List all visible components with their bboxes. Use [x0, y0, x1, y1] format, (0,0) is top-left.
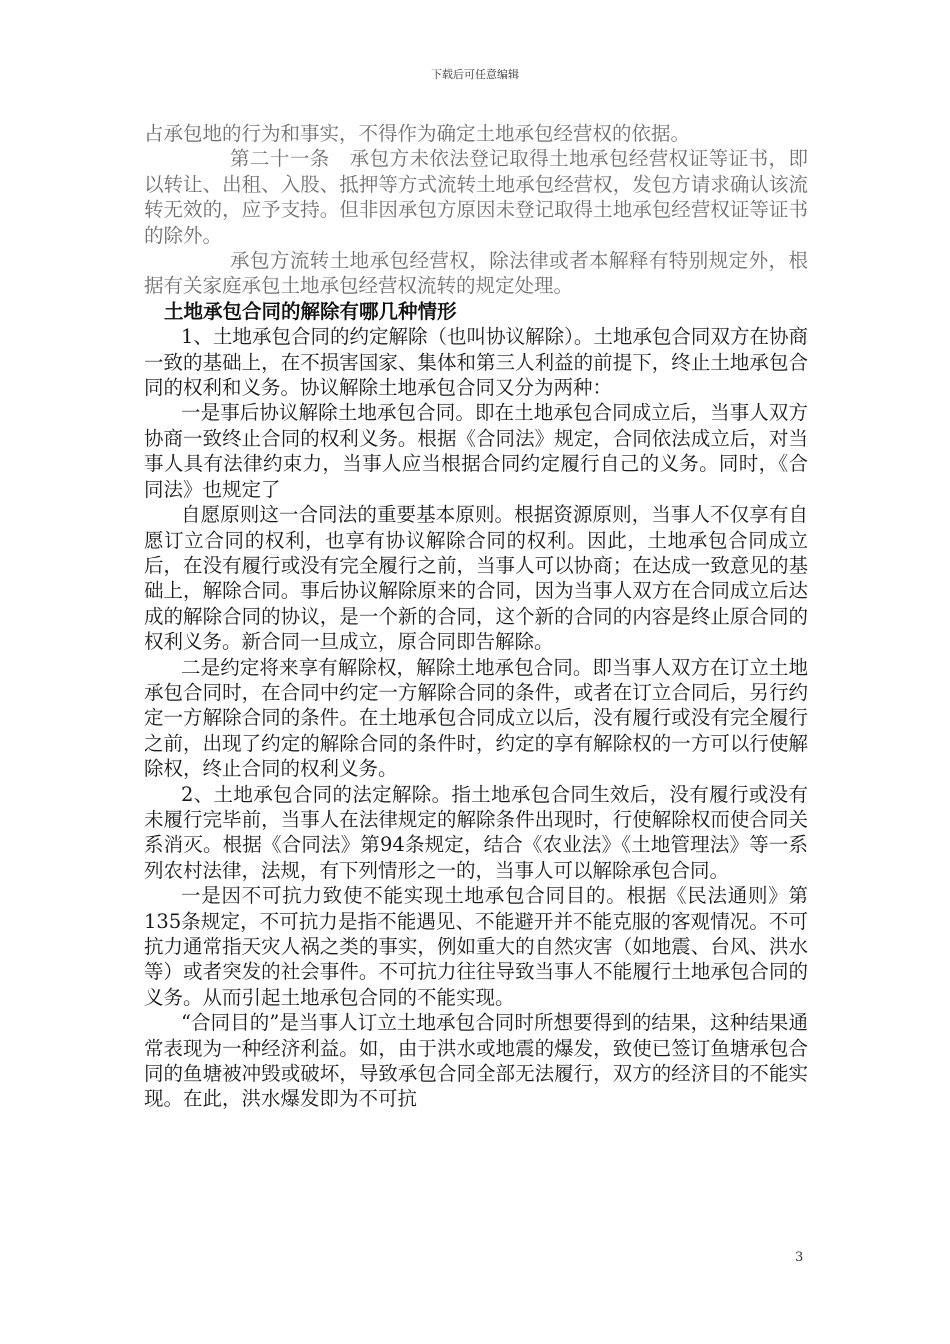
paragraph: 承包方流转土地承包经营权，除法律或者本解释有特别规定外，根据有关家庭承包土地承包经营权流转的规定处理。	[144, 249, 808, 298]
page-number: 3	[795, 1250, 804, 1265]
page-header: 下载后可任意编辑	[431, 68, 519, 81]
paragraph: 1、土地承包合同的约定解除（也叫协议解除）。土地承包合同双方在协商一致的基础上，在不损害国家、集体和第三人利益的前提下，终止土地承包合同的权利和义务。协议解除土地承包合同又分为两种：	[144, 325, 808, 400]
paragraph: 二是约定将来享有解除权，解除土地承包合同。即当事人双方在订立土地承包合同时，在合同中约定一方解除合同的条件，或者在订立合同后，另行约定一方解除合同的条件。在土地承包合同成立以后，没有履行或没有完全履行之前，出现了约定的解除合同的条件时，约定的享有解除权的一方可以行使解除权，终止合同的权利义务。	[144, 655, 808, 781]
paragraph: 占承包地的行为和事实，不得作为确定土地承包经营权的依据。	[144, 122, 691, 145]
paragraph: 一是事后协议解除土地承包合同。即在土地承包合同成立后，当事人双方协商一致终止合同的权利义务。根据《合同法》规定，合同依法成立后，对当事人具有法律约束力，当事人应当根据合同约定履行自己的义务。同时，《合同法》也规定了	[144, 401, 808, 501]
paragraph: 一是因不可抗力致使不能实现土地承包合同目的。根据《民法通则》第135条规定，不可抗力是指不能遇见、不能避开并不能克服的客观情况。不可抗力通常指天灾人祸之类的事实，例如重大的自然灾害（如地震、台风、洪水等）或者突发的社会事件。不可抗力往往导致当事人不能履行土地承包合同的义务。从而引起土地承包合同的不能实现。	[144, 884, 808, 1009]
paragraph: 2、土地承包合同的法定解除。指土地承包合同生效后，没有履行或没有未履行完毕前，当事人在法律规定的解除条件出现时，行使解除权而使合同关系消灭。根据《合同法》第94条规定，结合《农业法》《土地管理法》等一系列农村法律，法规，有下列情形之一的，当事人可以解除承包合同。	[144, 782, 808, 882]
document-body	[144, 121, 808, 1112]
section-heading: 土地承包合同的解除有哪几种情形	[164, 299, 457, 323]
paragraph: 自愿原则这一合同法的重要基本原则。根据资源原则，当事人不仅享有自愿订立合同的权利，也享有协议解除合同的权利。因此，土地承包合同成立后，在没有履行或没有完全履行之前，当事人可以协商；在达成一致意见的基础上，解除合同。事后协议解除原来的合同，因为当事人双方在合同成立后达成的解除合同的协议，是一个新的合同，这个新的合同的内容是终止原合同的权利义务。新合同一旦成立，原合同即告解除。	[144, 503, 808, 654]
paragraph: “合同目的”是当事人订立土地承包合同时所想要得到的结果，这种结果通常表现为一种经济利益。如，由于洪水或地震的爆发，致使已签订鱼塘承包合同的鱼塘被冲毁或破坏，导致承包合同全部无法履行，双方的经济目的不能实现。在此，洪水爆发即为不可抗	[144, 1011, 808, 1111]
paragraph: 第二十一条 承包方未依法登记取得土地承包经营权证等证书，即以转让、出租、入股、抵押等方式流转土地承包经营权，发包方请求确认该流转无效的，应予支持。但非因承包方原因未登记取得土地承包经营权证等证书的除外。	[144, 147, 808, 247]
